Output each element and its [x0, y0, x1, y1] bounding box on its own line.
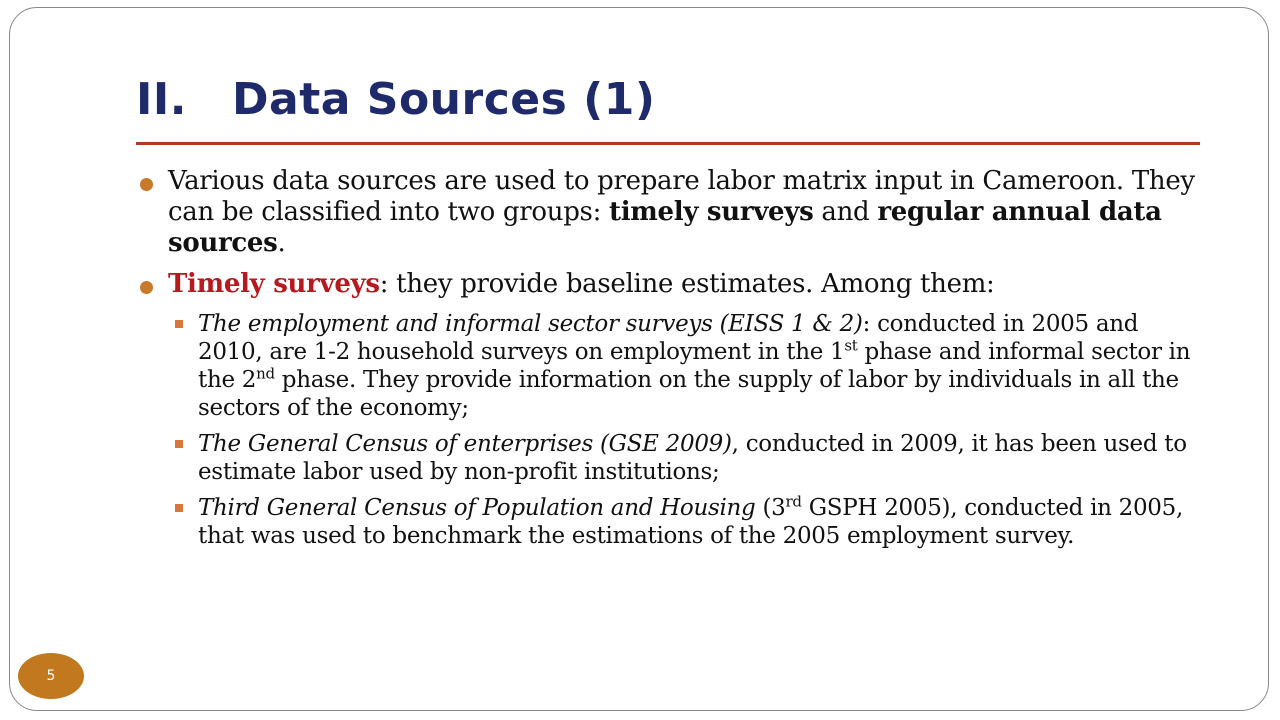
bullet-text: .: [277, 228, 286, 258]
subbullet-text: : conducted in 2005 and 2010, are 1-2 household surveys on employment in the 1: [198, 311, 1139, 365]
ordinal-suffix: nd: [256, 364, 275, 383]
title-underline: [136, 142, 1200, 145]
subbullet-text: phase. They provide information on the supply of labor by individuals in all the sectors of the economy;: [198, 367, 1179, 421]
survey-name: The employment and informal sector surveys (EISS 1 & 2): [198, 311, 863, 337]
subbullet-gsph: [198, 494, 1208, 550]
subbullet-text: phase and informal sector in the 2: [198, 339, 1191, 393]
subbullet-text: GSPH 2005), conducted in 2005, that was used to benchmark the estimations of the 2005 employment survey.: [198, 495, 1183, 549]
subbullet-text: , conducted in 2009, it has been used to estimate labor used by non-profit institutions;: [198, 431, 1187, 485]
bullet-text: Various data sources are used to prepare labor matrix input in Cameroon. They can be classified into two groups:: [168, 166, 1195, 227]
slide-content: [168, 166, 1208, 558]
ordinal-suffix: st: [844, 336, 858, 355]
bold-regular-annual: regular annual data sources: [168, 197, 1162, 258]
bold-timely-surveys: timely surveys: [609, 197, 814, 227]
bullet-text: and: [813, 197, 878, 227]
bullet-timely-surveys: [168, 269, 1208, 300]
timely-surveys-label: Timely surveys: [168, 269, 380, 299]
bullet-data-sources-intro: [168, 166, 1208, 259]
survey-name: The General Census of enterprises (GSE 2009): [198, 431, 732, 457]
slide-title: [136, 74, 655, 125]
page-number-badge: [18, 653, 84, 699]
bullet-text: : they provide baseline estimates. Among them:: [379, 269, 995, 299]
subbullet-gse: [198, 430, 1208, 486]
subbullet-eiss: [198, 310, 1208, 422]
ordinal-suffix: rd: [785, 492, 802, 511]
page-number: 5: [46, 668, 56, 684]
title-number: II.: [136, 74, 187, 125]
subbullet-text: (3: [755, 495, 786, 521]
title-text: Data Sources (1): [232, 74, 656, 125]
survey-name: Third General Census of Population and Housing: [198, 495, 756, 521]
